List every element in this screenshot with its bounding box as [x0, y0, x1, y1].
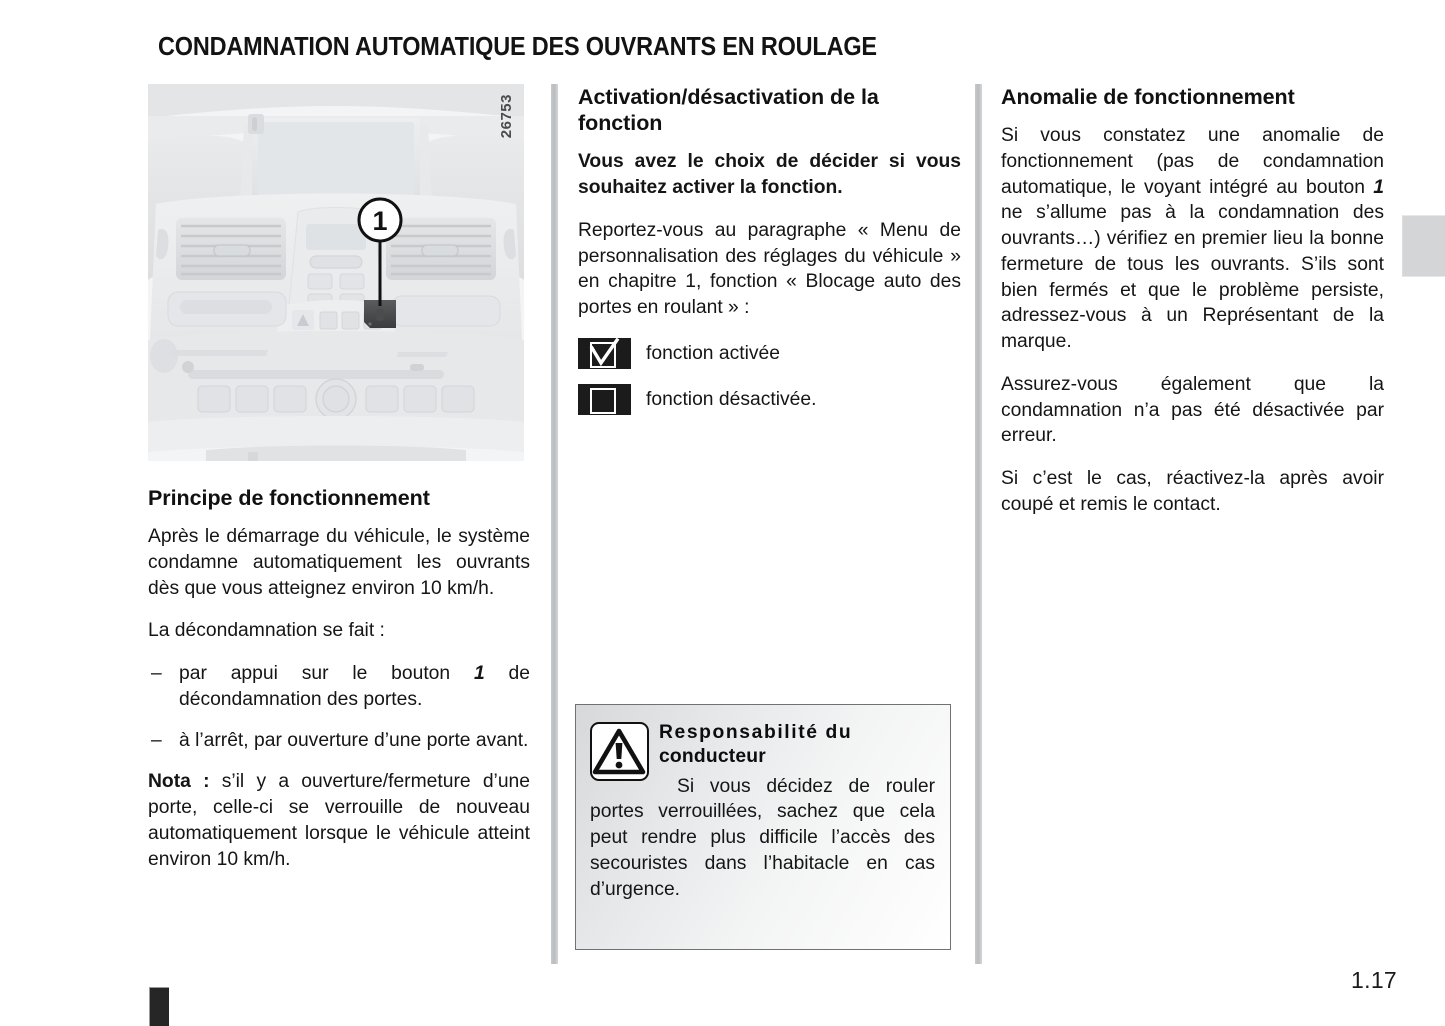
- list-item-text: à l’arrêt, par ouverture d’une porte avant.: [179, 729, 529, 751]
- checkbox-box: [590, 388, 616, 414]
- warning-heading: [659, 721, 935, 770]
- anomaly-text-b: ne s’allume pas à la condamnation des ouvrants…) vérifiez en premier lieu la bonne fermeture de tous les ouvrants. S’ils sont bien fermés et que le problème persiste, adressez-vous à un Représentant de la marque.: [1001, 202, 1384, 353]
- anomaly-paragraph-1: [1001, 123, 1384, 355]
- warning-body-text: Si vous décidez de rouler portes verrouillées, sachez que cela peut rendre plus difficile l’accès des secouristes dans l’habitacle en cas d’urgence.: [590, 775, 935, 900]
- anomaly-paragraph-3: Si c’est le cas, réactivez-la après avoir coupé et remis le contact.: [1001, 468, 1384, 515]
- list-item: [148, 661, 530, 713]
- list-item: [148, 728, 530, 754]
- warning-heading-line-1: Responsabilité du: [659, 722, 853, 743]
- section-thumb-mark: [149, 987, 169, 1026]
- principle-paragraph-1: Après le démarrage du véhicule, le système condamne automatiquement les ouvrants dès que vous atteignez environ 10 km/h.: [148, 526, 530, 599]
- driver-responsibility-warning-box: [575, 704, 951, 950]
- legend-row-disabled: [578, 384, 961, 415]
- anomaly-paragraph-2: Assurez-vous également que la condamnation n’a pas été désactivée par erreur.: [1001, 373, 1384, 447]
- activation-lead-text: Vous avez le choix de décider si vous souhaitez activer la fonction.: [578, 151, 961, 199]
- list-item-text-after: de décondamnation des portes.: [179, 663, 530, 710]
- principle-paragraph-2: La décondamnation se fait :: [148, 620, 385, 642]
- console-drawing: [148, 84, 524, 461]
- anomaly-text-a: Si vous constatez une anomalie de fonctionnement (pas de condamnation automatique, le voyant intégré au bouton: [1001, 125, 1384, 198]
- legend-label-enabled: fonction activée: [646, 342, 780, 364]
- svg-text:1: 1: [372, 206, 388, 236]
- dash-bullet-icon: –: [151, 729, 162, 751]
- checkbox-checked-icon: [578, 338, 631, 369]
- nota-text: s’il y a ouverture/fermeture d’une porte, celle-ci se verrouille de nouveau automatiquement lorsque le véhicule atteint environ 10 km/h.: [148, 771, 531, 870]
- button-reference-number: 1: [473, 663, 485, 685]
- legend-row-enabled: [578, 338, 961, 369]
- checkbox-empty-icon: [578, 384, 631, 415]
- decondamnation-list: [148, 661, 530, 753]
- car-center-console-illustration: [148, 84, 524, 461]
- check-mark: [587, 339, 620, 367]
- middle-column-heading: Activation/désactivation de la fonction: [578, 85, 879, 136]
- warning-triangle-icon: [590, 722, 649, 781]
- right-column: [1001, 84, 1384, 518]
- column-divider-right: [975, 84, 982, 964]
- legend-label-disabled: fonction désactivée.: [646, 388, 817, 410]
- page-number: 1.17: [1351, 967, 1397, 993]
- warning-heading-line-2: conducteur: [659, 746, 766, 768]
- left-column: [148, 84, 530, 872]
- nota-paragraph: [148, 769, 530, 872]
- left-column-heading: Principe de fonctionnement: [148, 486, 430, 510]
- right-column-heading: Anomalie de fonctionnement: [1001, 85, 1295, 109]
- edge-chapter-tab: [1402, 215, 1445, 277]
- button-reference-number: 1: [1373, 176, 1384, 198]
- list-item-text-before: par appui sur le bouton: [179, 663, 474, 685]
- nota-label: Nota :: [148, 771, 210, 793]
- activation-paragraph: Reportez-vous au paragraphe « Menu de personnalisation des réglages du véhicule » en chapitre 1, fonction « Blocage auto des portes en roulant » :: [578, 219, 961, 319]
- page-title: CONDAMNATION AUTOMATIQUE DES OUVRANTS EN ROULAGE: [158, 33, 877, 61]
- illustration-reference-number: 26753: [498, 94, 515, 139]
- middle-column: [578, 84, 961, 415]
- dash-bullet-icon: –: [151, 663, 162, 685]
- column-divider-left: [551, 84, 558, 964]
- callout-bubble-1: [359, 199, 401, 241]
